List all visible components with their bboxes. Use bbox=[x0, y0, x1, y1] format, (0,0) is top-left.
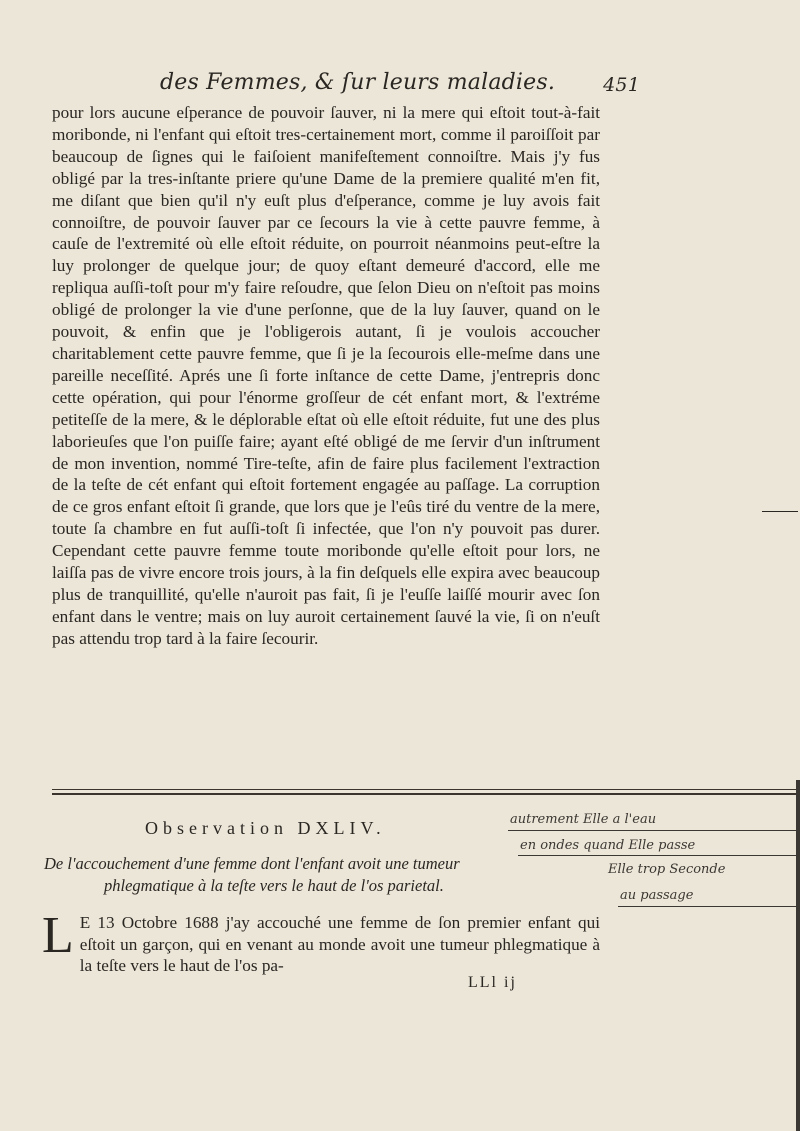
drop-cap: L bbox=[42, 907, 74, 964]
subtitle-line-2: phlegmatique à la teſte vers le haut de l'os parietal. bbox=[104, 876, 444, 895]
observation-text: E 13 Octobre 1688 j'ay accouché une femme de ſon premier enfant qui eſtoit un garçon, qui en venant au monde avoit une tumeur phlegmatique à la teſte vers le haut de l'os pa- bbox=[79, 913, 600, 975]
body-paragraph: pour lors aucune eſperance de pouvoir ſauver, ni la mere qui eſtoit tout-à-fait moribonde, ni l'enfant qui eſtoit tres-certainement mort, comme il paroiſſoit par beaucoup de ſignes qui le faiſoient manifeſtement connoiſtre. Mais j'y fus obligé par la tres-inſtante priere qu'une Dame de la premiere qualité m'en fit, me diſant que bien qu'il n'y euſt plus d'eſperance, comme je luy avois fait connoiſtre, de pouvoir ſauver par ce ſecours la vie à cette pauvre femme, à cauſe de l'extremité où elle eſtoit réduite, on pourroit néanmoins peut-eſtre la luy prolonger de quelque jour; de quoy eſtant demeuré d'accord, elle me repliqua auſſi-toſt pour m'y faire reſoudre, que ſelon Dieu on n'eſtoit pas moins obligé de prolonger la vie d'une perſonne, que de la luy ſauver, quand on le pouvoit, & enfin que je l'obligerois autant, ſi je voulois accoucher charitablement cette pauvre femme, que ſi je la ſecourois elle-meſme dans une pareille neceſſité. Aprés une ſi forte inſtance de cette Dame, j'entrepris donc cette opération, qui pour l'énorme groſſeur de cét enfant mort, & l'extréme petiteſſe de la mere, & le déplorable eſtat où elle eſtoit réduite, fut une des plus laborieuſes que l'on puiſſe faire; ayant eſté obligé de me ſervir d'un inſtrument de mon invention, nommé Tire-teſte, afin de faire plus facilement l'extraction de la teſte de cét enfant qui eſtoit fortement engagée au paſſage. La corruption de ce gros enfant eſtoit ſi grande, que lors que je l'eûs tiré du ventre de la mere, toute ſa chambre en fut auſſi-toſt ſi infectée, que l'on n'y pouvoit pas durer. Cependant cette pauvre femme toute moribonde qu'elle eſtoit pour lors, ne laiſſa pas de vivre encore trois jours, à la fin deſquels elle expira avec beaucoup plus de tranquillité, qu'elle n'auroit pas fait, ſi je l'euſſe laiſſé mourir avec ſon enfant dans le ventre; mais on luy auroit certainement ſauvé la vie, ſi on n'euſt pas attendu trop tard à la faire ſecourir. bbox=[52, 103, 600, 648]
running-title: des Femmes, & ſur leurs maladies. bbox=[160, 70, 556, 95]
binding-edge bbox=[796, 780, 800, 1131]
margin-pen-stroke bbox=[762, 511, 798, 512]
observation-body bbox=[42, 907, 600, 977]
running-header bbox=[160, 70, 640, 96]
handwritten-note-3: Elle trop Seconde bbox=[608, 862, 726, 877]
handwritten-underline-2 bbox=[518, 855, 796, 856]
observation-subtitle bbox=[44, 853, 604, 897]
handwritten-underline-1 bbox=[508, 830, 796, 831]
main-text-block bbox=[52, 102, 600, 650]
page-number: 451 bbox=[603, 74, 640, 96]
handwritten-underline-3 bbox=[618, 906, 796, 907]
handwritten-note-2: en ondes quand Elle passe bbox=[520, 838, 696, 853]
section-rule-thick bbox=[52, 793, 800, 795]
handwritten-note-1: autrement Elle a l'eau bbox=[510, 812, 657, 827]
observation-title: Observation DXLIV. bbox=[145, 818, 386, 838]
subtitle-line-1: De l'accouchement d'une femme dont l'enfant avoit une tumeur bbox=[44, 854, 460, 873]
handwritten-note-4: au passage bbox=[620, 888, 694, 903]
section-rule-thin bbox=[52, 789, 800, 790]
signature-mark: LLl ij bbox=[468, 974, 517, 991]
